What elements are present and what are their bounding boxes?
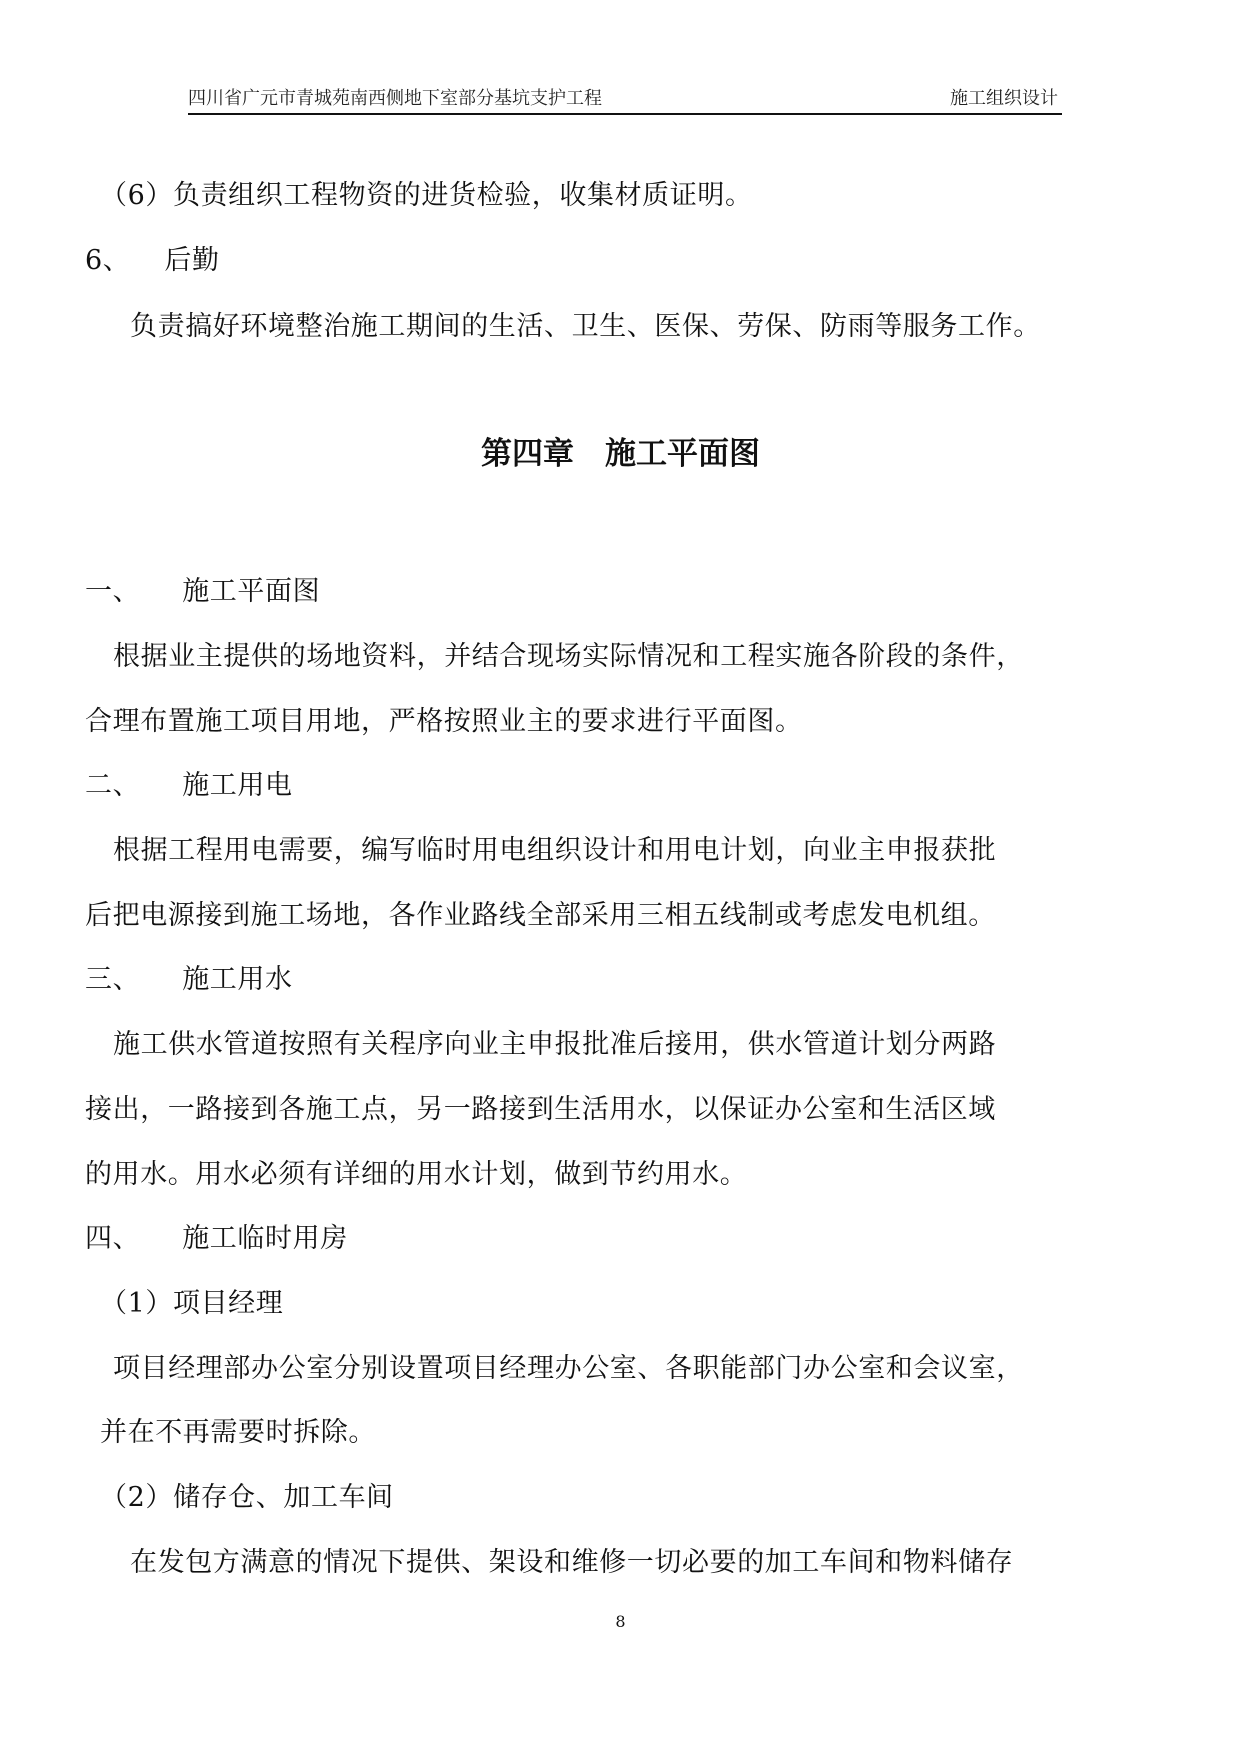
page-header — [188, 86, 1062, 112]
subsection-project-manager-paragraph-line: 项目经理部办公室分别设置项目经理办公室、各职能部门办公室和会议室， — [113, 1353, 1024, 1384]
section-3-title: 施工用水 — [182, 964, 293, 995]
chapter-title: 第四章 施工平面图 — [481, 436, 760, 472]
section-3-paragraph-line: 的用水。用水必须有详细的用水计划，做到节约用水。 — [85, 1159, 748, 1190]
section-6-title: 后勤 — [164, 245, 220, 276]
paragraph-item-6: （6）负责组织工程物资的进货检验，收集材质证明。 — [100, 180, 753, 211]
header-project-title: 四川省广元市青城苑南西侧地下室部分基坑支护工程 — [188, 88, 602, 109]
section-1-paragraph-line: 合理布置施工项目用地，严格按照业主的要求进行平面图。 — [85, 706, 803, 737]
section-2-number: 二、 — [85, 770, 141, 801]
section-4-heading — [85, 1221, 348, 1257]
subsection-storage-workshop-paragraph-line: 在发包方满意的情况下提供、架设和维修一切必要的加工车间和物料储存 — [130, 1547, 1014, 1578]
section-2-heading — [85, 768, 293, 804]
subsection-project-manager-paragraph-line: 并在不再需要时拆除。 — [100, 1417, 376, 1448]
page-number: 8 — [615, 1612, 626, 1631]
header-rule — [188, 113, 1062, 115]
section-1-heading — [85, 574, 320, 610]
section-3-number: 三、 — [85, 964, 141, 995]
section-3-paragraph-line: 施工供水管道按照有关程序向业主申报批准后接用，供水管道计划分两路 — [113, 1029, 997, 1060]
section-3-heading — [85, 962, 293, 998]
section-6-number: 6、 — [85, 245, 131, 276]
section-3-paragraph-line: 接出，一路接到各施工点，另一路接到生活用水，以保证办公室和生活区域 — [85, 1094, 996, 1125]
section-1-title: 施工平面图 — [182, 576, 321, 607]
section-1-number: 一、 — [85, 576, 141, 607]
section-1-paragraph-line: 根据业主提供的场地资料，并结合现场实际情况和工程实施各阶段的条件， — [113, 641, 1024, 672]
paragraph-logistics: 负责搞好环境整治施工期间的生活、卫生、医保、劳保、防雨等服务工作。 — [130, 311, 1041, 342]
section-2-paragraph-line: 后把电源接到施工场地，各作业路线全部采用三相五线制或考虑发电机组。 — [85, 900, 996, 931]
section-2-title: 施工用电 — [182, 770, 293, 801]
subsection-project-manager-title: （1）项目经理 — [100, 1288, 284, 1319]
section-2-paragraph-line: 根据工程用电需要，编写临时用电组织设计和用电计划，向业主申报获批 — [113, 835, 997, 866]
section-4-number: 四、 — [85, 1223, 141, 1254]
header-document-type: 施工组织设计 — [950, 88, 1058, 109]
section-6-heading — [85, 243, 220, 279]
section-4-title: 施工临时用房 — [182, 1223, 348, 1254]
subsection-storage-workshop-title: （2）储存仓、加工车间 — [100, 1482, 394, 1513]
